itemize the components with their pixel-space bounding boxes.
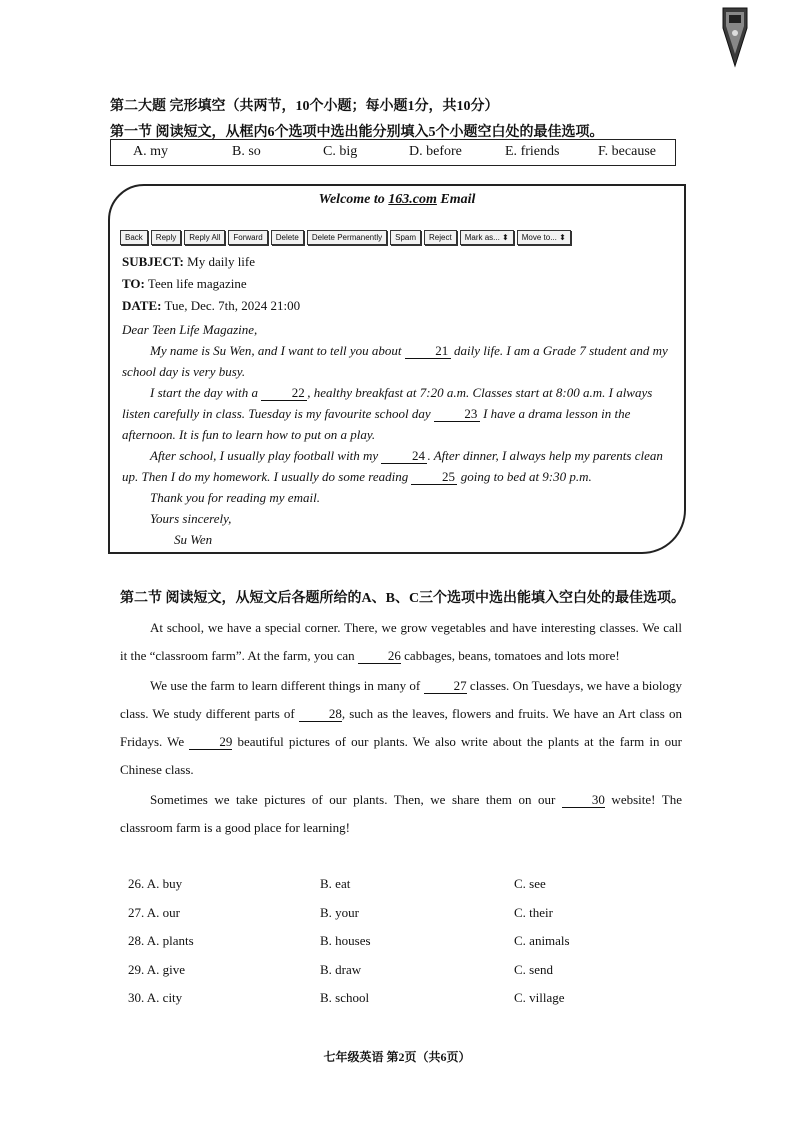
blank-30[interactable]: 30 (562, 793, 605, 808)
back-button[interactable]: Back (120, 230, 148, 245)
blank-27[interactable]: 27 (424, 679, 467, 694)
choice-b[interactable]: B. your (320, 904, 359, 920)
part2-instruction: 第二节 阅读短文，从短文后各题所给的A、B、C三个选项中选出能填入空白处的最佳选项。 (120, 591, 686, 606)
page-footer: 七年级英语 第2页（共6页） (323, 1050, 471, 1064)
blank-22[interactable]: 22 (261, 386, 307, 401)
email-body (122, 319, 678, 550)
email-signature: Su Wen (174, 532, 213, 547)
option-d: D. before (409, 144, 462, 159)
section-title: 第二大题 完形填空（共两节，10个小题；每小题1分，共10分） (110, 99, 499, 114)
spam-button[interactable]: Spam (390, 230, 421, 245)
option-f: F. because (598, 144, 656, 159)
passage-paragraph-3: Sometimes we take pictures of our plants. Then, we share them on our 30 website! The classroom farm is a good place for learning! (120, 792, 682, 835)
move-to-dropdown[interactable]: Move to... ⬍ (517, 230, 571, 245)
choice-a[interactable]: 28. A. plants (128, 933, 194, 949)
email-to: TO: Teen life magazine (122, 276, 247, 291)
choice-b[interactable]: B. eat (320, 876, 351, 891)
choice-c[interactable]: C. their (514, 904, 553, 920)
email-date: DATE: Tue, Dec. 7th, 2024 21:00 (122, 298, 301, 313)
choice-b[interactable]: B. houses (320, 933, 371, 949)
passage-paragraph-1: At school, we have a special corner. There, we grow vegetables and have interesting classes. We call it the “classroom farm”. At the farm, you can 26 cabbages, beans, tomatoes and lots more! (120, 620, 682, 663)
email-paragraph-3: After school, I usually play football with my 24 . After dinner, I always help my parents clean up. Then I do my homework. I usually do some reading 25 going to bed at 9:30 p.m. (122, 448, 663, 484)
options-box (110, 139, 676, 166)
school-seal-emblem (722, 6, 748, 68)
email-window-title: Welcome to 163.com Email (318, 192, 476, 207)
email-window (108, 184, 686, 554)
blank-24[interactable]: 24 (381, 449, 427, 464)
part1-instruction: 第一节 阅读短文，从框内6个选项中选出能分别填入5个小题空白处的最佳选项。 (110, 125, 604, 140)
email-paragraph-1: My name is Su Wen, and I want to tell you about 21 daily life. I am a Grade 7 student and my school day is very busy. (122, 343, 668, 379)
option-c: C. big (323, 144, 358, 159)
answer-choices (128, 876, 648, 1019)
question-row (128, 990, 648, 1019)
choice-a[interactable]: 30. A. city (128, 990, 183, 1006)
choice-a[interactable]: 26. A. buy (128, 876, 183, 891)
mark-as-dropdown[interactable]: Mark as... ⬍ (460, 230, 514, 245)
choice-c[interactable]: C. animals (514, 933, 570, 949)
question-row (128, 933, 648, 962)
reject-button[interactable]: Reject (424, 230, 457, 245)
blank-21[interactable]: 21 (405, 344, 451, 359)
email-greeting: Dear Teen Life Magazine, (122, 322, 258, 337)
blank-29[interactable]: 29 (189, 735, 232, 750)
option-a: A. my (133, 144, 169, 159)
option-b: B. so (232, 144, 261, 159)
email-thanks: Thank you for reading my email. (150, 490, 320, 505)
delete-button[interactable]: Delete (271, 230, 304, 245)
delete-permanently-button[interactable]: Delete Permanently (307, 230, 387, 245)
reply-button[interactable]: Reply (151, 230, 181, 245)
choice-a[interactable]: 29. A. give (128, 961, 186, 977)
option-e: E. friends (505, 144, 560, 159)
reply-all-button[interactable]: Reply All (184, 230, 225, 245)
email-toolbar (120, 230, 574, 246)
choice-c[interactable]: C. see (514, 876, 546, 891)
email-subject: SUBJECT: My daily life (122, 254, 256, 269)
choice-b[interactable]: B. school (320, 990, 370, 1006)
choice-c[interactable]: C. village (514, 990, 565, 1006)
blank-25[interactable]: 25 (411, 470, 457, 485)
reading-passage (120, 614, 682, 844)
choice-a[interactable]: 27. A. our (128, 904, 180, 920)
choice-c[interactable]: C. send (514, 961, 553, 977)
blank-26[interactable]: 26 (358, 649, 401, 664)
choice-b[interactable]: B. draw (320, 961, 362, 977)
blank-28[interactable]: 28 (299, 707, 342, 722)
email-closing: Yours sincerely, (150, 511, 232, 526)
email-paragraph-2: I start the day with a 22 , healthy breakfast at 7:20 a.m. Classes start at 8:00 a.m. I always listen carefully in class. Tuesday is my favourite school day 23 I have a drama lesson in the afternoon. It is fun to learn how to put on a play. (122, 385, 653, 442)
passage-paragraph-2: We use the farm to learn different things in many of 27 classes. On Tuesdays, we have a biology class. We study different parts of 28, such as the leaves, flowers and fruits. We have an Art class on Fridays. We 29 beautiful pictures of our plants. We also write about the plants at the farm in our Chinese class. (120, 678, 683, 777)
question-row (128, 876, 648, 905)
question-row (128, 905, 648, 934)
question-row (128, 962, 648, 991)
blank-23[interactable]: 23 (434, 407, 480, 422)
forward-button[interactable]: Forward (228, 230, 267, 245)
